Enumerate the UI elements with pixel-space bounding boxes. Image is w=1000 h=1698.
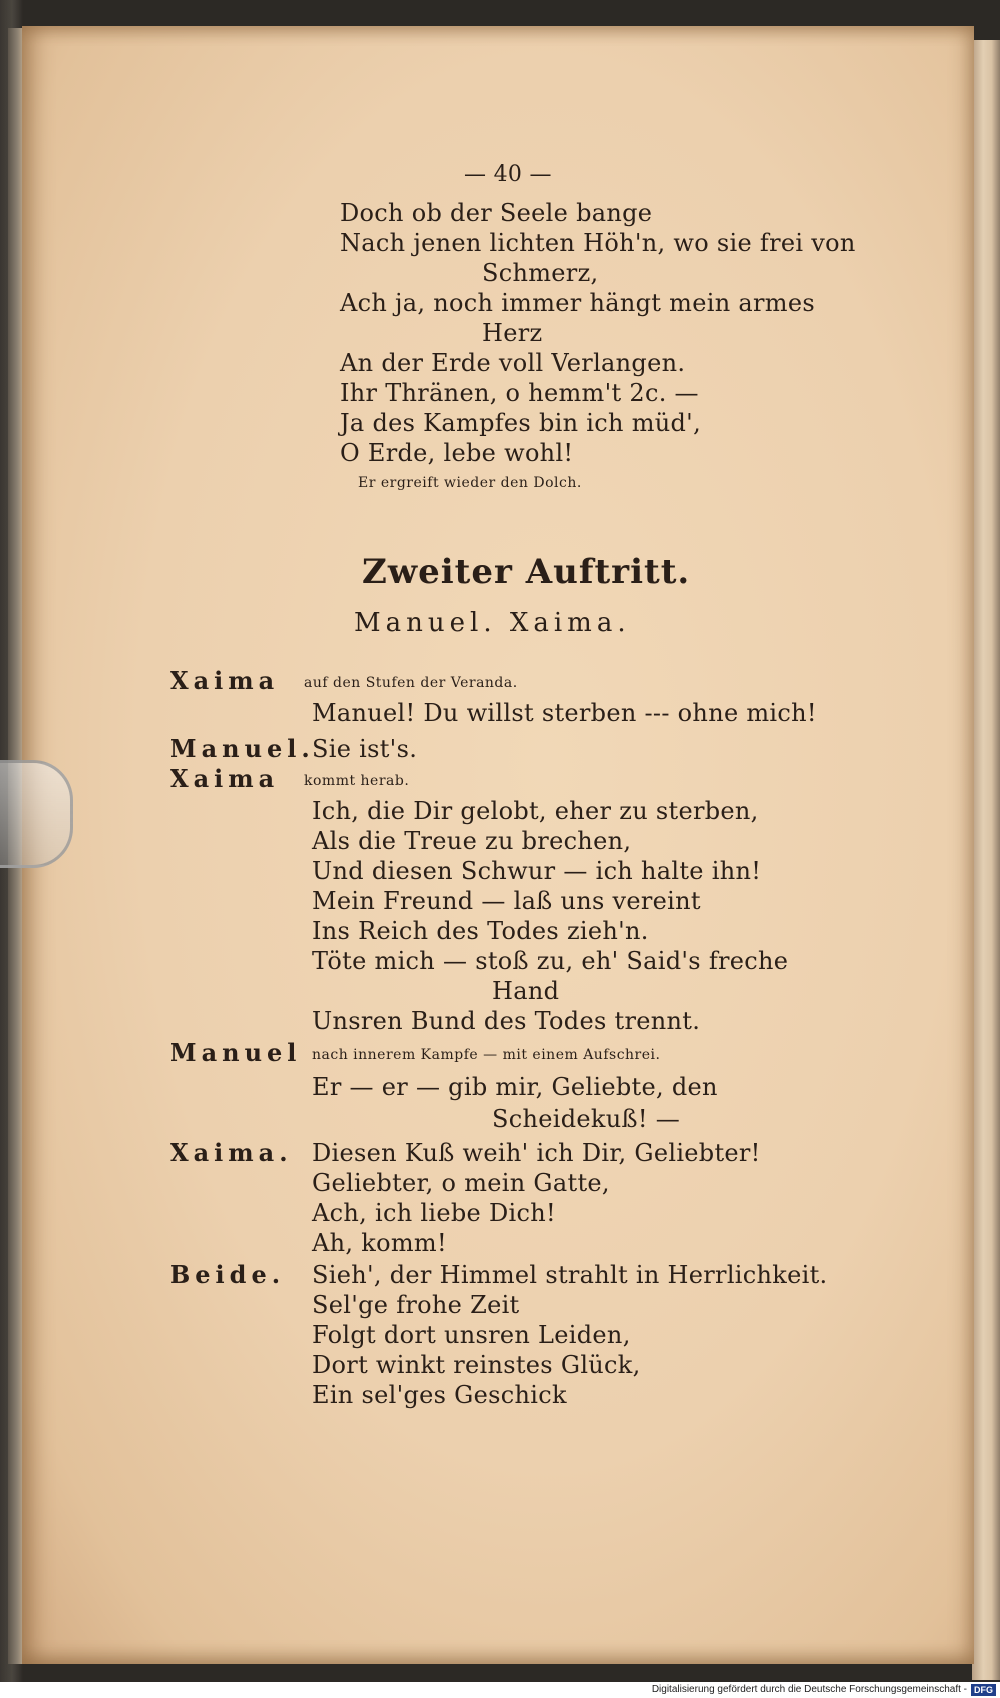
- speaker-name: Xaima: [170, 666, 280, 695]
- dialogue-line: Sieh', der Himmel strahlt in Herrlichkeit.: [312, 1261, 828, 1289]
- dialogue-line: Sie ist's.: [312, 735, 418, 763]
- dialogue-line: Sel'ge frohe Zeit: [312, 1291, 520, 1319]
- page-number: — 40 —: [464, 162, 552, 187]
- footer-credit: Digitalisierung gefördert durch die Deutsche Forschungsgemeinschaft -: [651, 1684, 967, 1695]
- dialogue-line: Dort winkt reinstes Glück,: [312, 1351, 641, 1379]
- poem-line: An der Erde voll Verlangen.: [340, 349, 686, 377]
- dialogue-line: Geliebter, o mein Gatte,: [312, 1169, 610, 1197]
- book-edge: [972, 40, 1000, 1680]
- dialogue-line: Scheidekuß! —: [492, 1105, 680, 1133]
- scene-characters: Manuel. Xaima.: [354, 608, 631, 638]
- speaker-name: Manuel.: [170, 734, 315, 763]
- speaker-name: Manuel: [170, 1038, 302, 1067]
- dialogue-line: Diesen Kuß weih' ich Dir, Geliebter!: [312, 1139, 761, 1167]
- stage-direction: nach innerem Kampfe — mit einem Aufschrei.: [312, 1047, 661, 1063]
- dialogue-line: Folgt dort unsren Leiden,: [312, 1321, 631, 1349]
- book-page: [22, 26, 974, 1664]
- poem-line: Nach jenen lichten Höh'n, wo sie frei von: [340, 229, 856, 257]
- speaker-name: Beide.: [170, 1260, 286, 1289]
- paper-clip: [0, 760, 73, 868]
- poem-line: Ja des Kampfes bin ich müd',: [340, 409, 701, 437]
- dialogue-line: Manuel! Du willst sterben --- ohne mich!: [312, 699, 817, 727]
- dfg-logo: DFG: [971, 1684, 996, 1696]
- stage-direction: auf den Stufen der Veranda.: [304, 675, 518, 691]
- dialogue-line: Mein Freund — laß uns vereint: [312, 887, 701, 915]
- dialogue-line: Töte mich — stoß zu, eh' Said's freche: [312, 947, 789, 975]
- dialogue-line: Er — er — gib mir, Geliebte, den: [312, 1073, 718, 1101]
- poem-line: Ihr Thränen, o hemm't 2c. —: [340, 379, 699, 407]
- scene-heading: Zweiter Auftritt.: [362, 552, 691, 592]
- dialogue-line: Ein sel'ges Geschick: [312, 1381, 567, 1409]
- dialogue-line: Ich, die Dir gelobt, eher zu sterben,: [312, 797, 759, 825]
- poem-line: Schmerz,: [482, 259, 599, 287]
- dialogue-line: Ins Reich des Todes zieh'n.: [312, 917, 649, 945]
- poem-line: O Erde, lebe wohl!: [340, 439, 574, 467]
- dialogue-line: Und diesen Schwur — ich halte ihn!: [312, 857, 762, 885]
- dialogue-line: Als die Treue zu brechen,: [312, 827, 632, 855]
- dialogue-line: Hand: [492, 977, 560, 1005]
- poem-line: Ach ja, noch immer hängt mein armes: [340, 289, 815, 317]
- dialogue-line: Ach, ich liebe Dich!: [312, 1199, 556, 1227]
- stage-direction: Er ergreift wieder den Dolch.: [358, 475, 582, 491]
- speaker-name: Xaima.: [170, 1138, 293, 1167]
- dialogue-line: Unsren Bund des Todes trennt.: [312, 1007, 701, 1035]
- poem-line: Doch ob der Seele bange: [340, 199, 653, 227]
- poem-line: Herz: [482, 319, 543, 347]
- speaker-name: Xaima: [170, 764, 280, 793]
- dialogue-line: Ah, komm!: [312, 1229, 447, 1257]
- digitization-footer: [0, 1682, 1000, 1698]
- stage-direction: kommt herab.: [304, 773, 410, 789]
